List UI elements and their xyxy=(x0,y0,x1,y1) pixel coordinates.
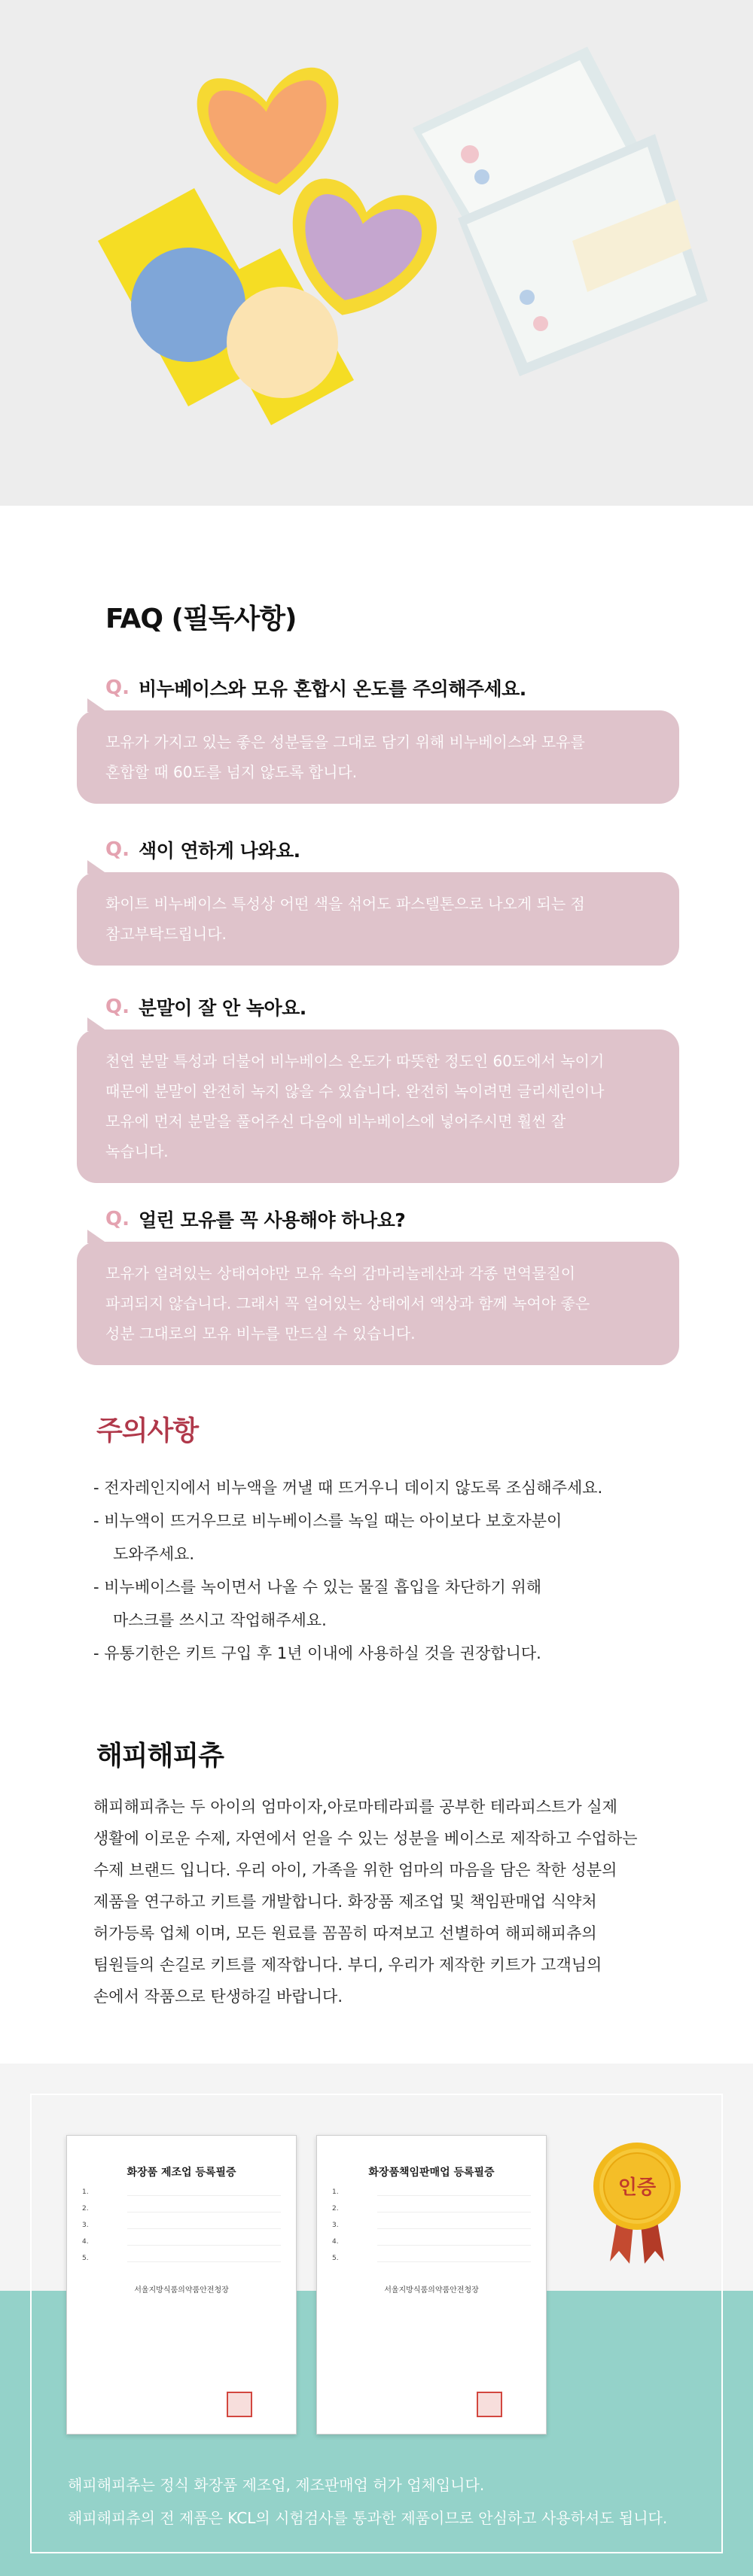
answer-line: 참고부탁드립니다. xyxy=(105,925,227,943)
caution-list xyxy=(93,1471,696,1670)
official-stamp-icon xyxy=(227,2392,252,2417)
doc-row: 5. xyxy=(82,2255,281,2262)
doc-row: 4. xyxy=(332,2238,531,2246)
brand-line: 손에서 작품으로 탄생하길 바랍니다. xyxy=(93,1988,343,2006)
document-issuer: 서울지방식품의약품안전청장 xyxy=(384,2286,479,2295)
answer-line: 때문에 분말이 완전히 녹지 않을 수 있습니다. 완전히 녹이려면 글리세린이나 xyxy=(105,1082,605,1100)
faq-answer xyxy=(77,1242,679,1365)
faq-item xyxy=(77,671,679,804)
faq-item xyxy=(77,833,679,966)
faq-question xyxy=(77,1203,679,1236)
faq-item xyxy=(77,1203,679,1365)
certification-badge-icon xyxy=(592,2140,682,2267)
question-text: 비누베이스와 모유 혼합시 온도를 주의해주세요. xyxy=(138,678,526,700)
doc-row: 1. xyxy=(332,2188,531,2196)
brand-line: 해피해피츄는 두 아이의 엄마이자,아로마테라피를 공부한 테라피스트가 실제 xyxy=(93,1798,617,1816)
doc-row: 2. xyxy=(82,2205,281,2213)
answer-line: 녹습니다. xyxy=(105,1142,169,1160)
caution-line: 도와주세요. xyxy=(113,1545,195,1563)
question-text: 분말이 잘 안 녹아요. xyxy=(138,997,306,1019)
doc-row: 3. xyxy=(82,2222,281,2229)
faq-title: FAQ (필독사항) xyxy=(105,604,297,634)
caution-line: - 비누액이 뜨거우므로 비누베이스를 녹일 때는 아이보다 보호자분이 xyxy=(93,1512,562,1530)
brand-line: 생활에 이로운 수제, 자연에서 얻을 수 있는 성분을 베이스로 제작하고 수업하는 xyxy=(93,1829,638,1848)
brand-line: 팀원들의 손길로 키트를 제작합니다. 부디, 우리가 제작한 키트가 고객님의 xyxy=(93,1956,602,1974)
brand-line: 허가등록 업체 이며, 모든 원료를 꼼꼼히 따져보고 선별하여 해피해피츄의 xyxy=(93,1924,597,1942)
faq-answer xyxy=(77,710,679,804)
certificate-note xyxy=(68,2468,667,2535)
doc-row: 5. xyxy=(332,2255,531,2262)
document-issuer: 서울지방식품의약품안전청장 xyxy=(134,2286,229,2295)
answer-line: 성분 그대로의 모유 비누를 만드실 수 있습니다. xyxy=(105,1324,416,1343)
brand-description xyxy=(93,1791,696,2012)
official-stamp-icon xyxy=(477,2392,502,2417)
faq-answer xyxy=(77,1029,679,1183)
manufacturing-license-document xyxy=(66,2135,297,2435)
q-mark: Q. xyxy=(105,838,130,861)
faq-question xyxy=(77,990,679,1023)
doc-row: 2. xyxy=(332,2205,531,2213)
document-title: 화장품책임판매업 등록필증 xyxy=(368,2167,495,2179)
answer-line: 모유가 얼려있는 상태여야만 모유 속의 감마리놀레산과 각종 면역물질이 xyxy=(105,1264,576,1282)
caution-item xyxy=(93,1571,696,1637)
distribution-license-document xyxy=(316,2135,547,2435)
caution-line: - 비누베이스를 녹이면서 나올 수 있는 물질 흡입을 차단하기 위해 xyxy=(93,1578,542,1596)
badge-label: 인증 xyxy=(617,2176,657,2199)
answer-line: 혼합할 때 60도를 넘지 않도록 합니다. xyxy=(105,763,358,781)
answer-line: 파괴되지 않습니다. 그래서 꼭 얼어있는 상태에서 액상과 함께 녹여야 좋은 xyxy=(105,1294,590,1312)
document-title: 화장품 제조업 등록필증 xyxy=(127,2167,236,2179)
question-text: 색이 연하게 나와요. xyxy=(138,840,300,862)
question-text: 얼린 모유를 꼭 사용해야 하나요? xyxy=(138,1209,406,1231)
brand-line: 제품을 연구하고 키트를 개발합니다. 화장품 제조업 및 책임판매업 식약처 xyxy=(93,1893,597,1911)
hero-product-photo xyxy=(0,0,753,506)
answer-line: 모유가 가지고 있는 좋은 성분들을 그대로 담기 위해 비누베이스와 모유를 xyxy=(105,733,585,751)
q-mark: Q. xyxy=(105,1208,130,1230)
caution-item xyxy=(93,1471,696,1504)
caution-item xyxy=(93,1637,696,1670)
faq-answer xyxy=(77,872,679,966)
answer-line: 모유에 먼저 분말을 풀어주신 다음에 비누베이스에 넣어주시면 훨씬 잘 xyxy=(105,1112,566,1130)
soap-kit-illustration xyxy=(0,0,753,506)
faq-question xyxy=(77,833,679,866)
doc-row: 1. xyxy=(82,2188,281,2196)
caution-line: - 유통기한은 키트 구입 후 1년 이내에 사용하실 것을 권장합니다. xyxy=(93,1644,541,1662)
caution-title: 주의사항 xyxy=(96,1416,199,1446)
caution-line: 마스크를 쓰시고 작업해주세요. xyxy=(113,1611,327,1629)
q-mark: Q. xyxy=(105,677,130,699)
faq-item xyxy=(77,990,679,1183)
brand-title: 해피해피츄 xyxy=(96,1741,224,1772)
faq-question xyxy=(77,671,679,704)
certificate-line: 해피해피츄의 전 제품은 KCL의 시험검사를 통과한 제품이므로 안심하고 사용하셔도 됩니다. xyxy=(68,2509,668,2527)
certificate-line: 해피해피츄는 정식 화장품 제조업, 제조판매업 허가 업체입니다. xyxy=(68,2476,485,2494)
caution-line: - 전자레인지에서 비누액을 꺼낼 때 뜨거우니 데이지 않도록 조심해주세요. xyxy=(93,1479,603,1497)
q-mark: Q. xyxy=(105,996,130,1018)
brand-line: 수제 브랜드 입니다. 우리 아이, 가족을 위한 엄마의 마음을 담은 착한 성분의 xyxy=(93,1861,617,1879)
answer-line: 천연 분말 특성과 더불어 비누베이스 온도가 따뜻한 정도인 60도에서 녹이기 xyxy=(105,1052,605,1070)
caution-item xyxy=(93,1504,696,1571)
certificate-section xyxy=(0,2064,753,2576)
doc-row: 3. xyxy=(332,2222,531,2229)
doc-row: 4. xyxy=(82,2238,281,2246)
answer-line: 화이트 비누베이스 특성상 어떤 색을 섞어도 파스텔톤으로 나오게 되는 점 xyxy=(105,895,585,913)
